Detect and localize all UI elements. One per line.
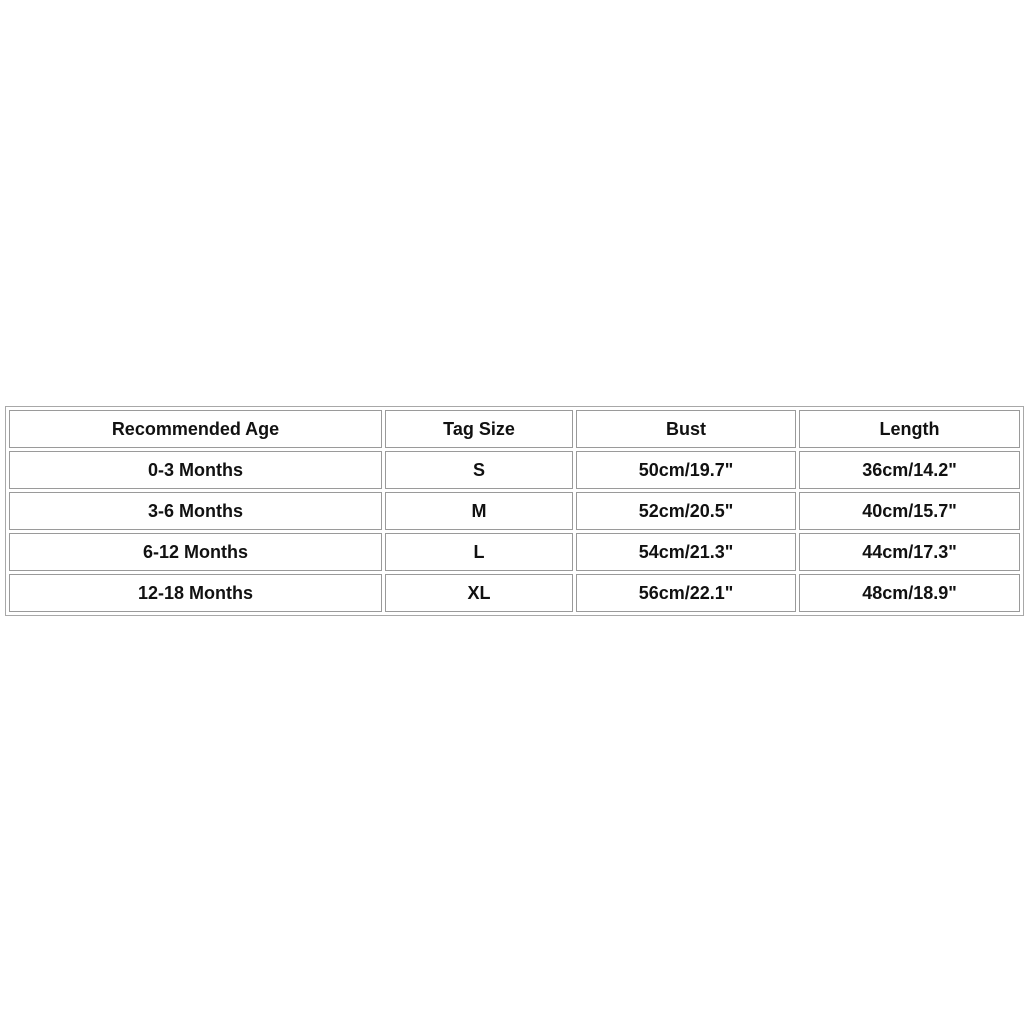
header-tag-size: Tag Size <box>385 410 573 448</box>
table-row <box>9 492 1020 530</box>
cell-tag-size: L <box>385 533 573 571</box>
cell-tag-size: S <box>385 451 573 489</box>
header-length: Length <box>799 410 1020 448</box>
cell-age: 0-3 Months <box>9 451 382 489</box>
cell-length: 40cm/15.7" <box>799 492 1020 530</box>
cell-tag-size: M <box>385 492 573 530</box>
cell-length: 44cm/17.3" <box>799 533 1020 571</box>
cell-age: 3-6 Months <box>9 492 382 530</box>
table-row <box>9 533 1020 571</box>
cell-age: 12-18 Months <box>9 574 382 612</box>
cell-tag-size: XL <box>385 574 573 612</box>
cell-bust: 52cm/20.5" <box>576 492 796 530</box>
cell-length: 48cm/18.9" <box>799 574 1020 612</box>
table-row <box>9 574 1020 612</box>
size-chart-table <box>5 406 1024 616</box>
table-row <box>9 451 1020 489</box>
cell-age: 6-12 Months <box>9 533 382 571</box>
cell-bust: 54cm/21.3" <box>576 533 796 571</box>
cell-length: 36cm/14.2" <box>799 451 1020 489</box>
header-bust: Bust <box>576 410 796 448</box>
cell-bust: 50cm/19.7" <box>576 451 796 489</box>
header-recommended-age: Recommended Age <box>9 410 382 448</box>
table-header-row <box>9 410 1020 448</box>
cell-bust: 56cm/22.1" <box>576 574 796 612</box>
